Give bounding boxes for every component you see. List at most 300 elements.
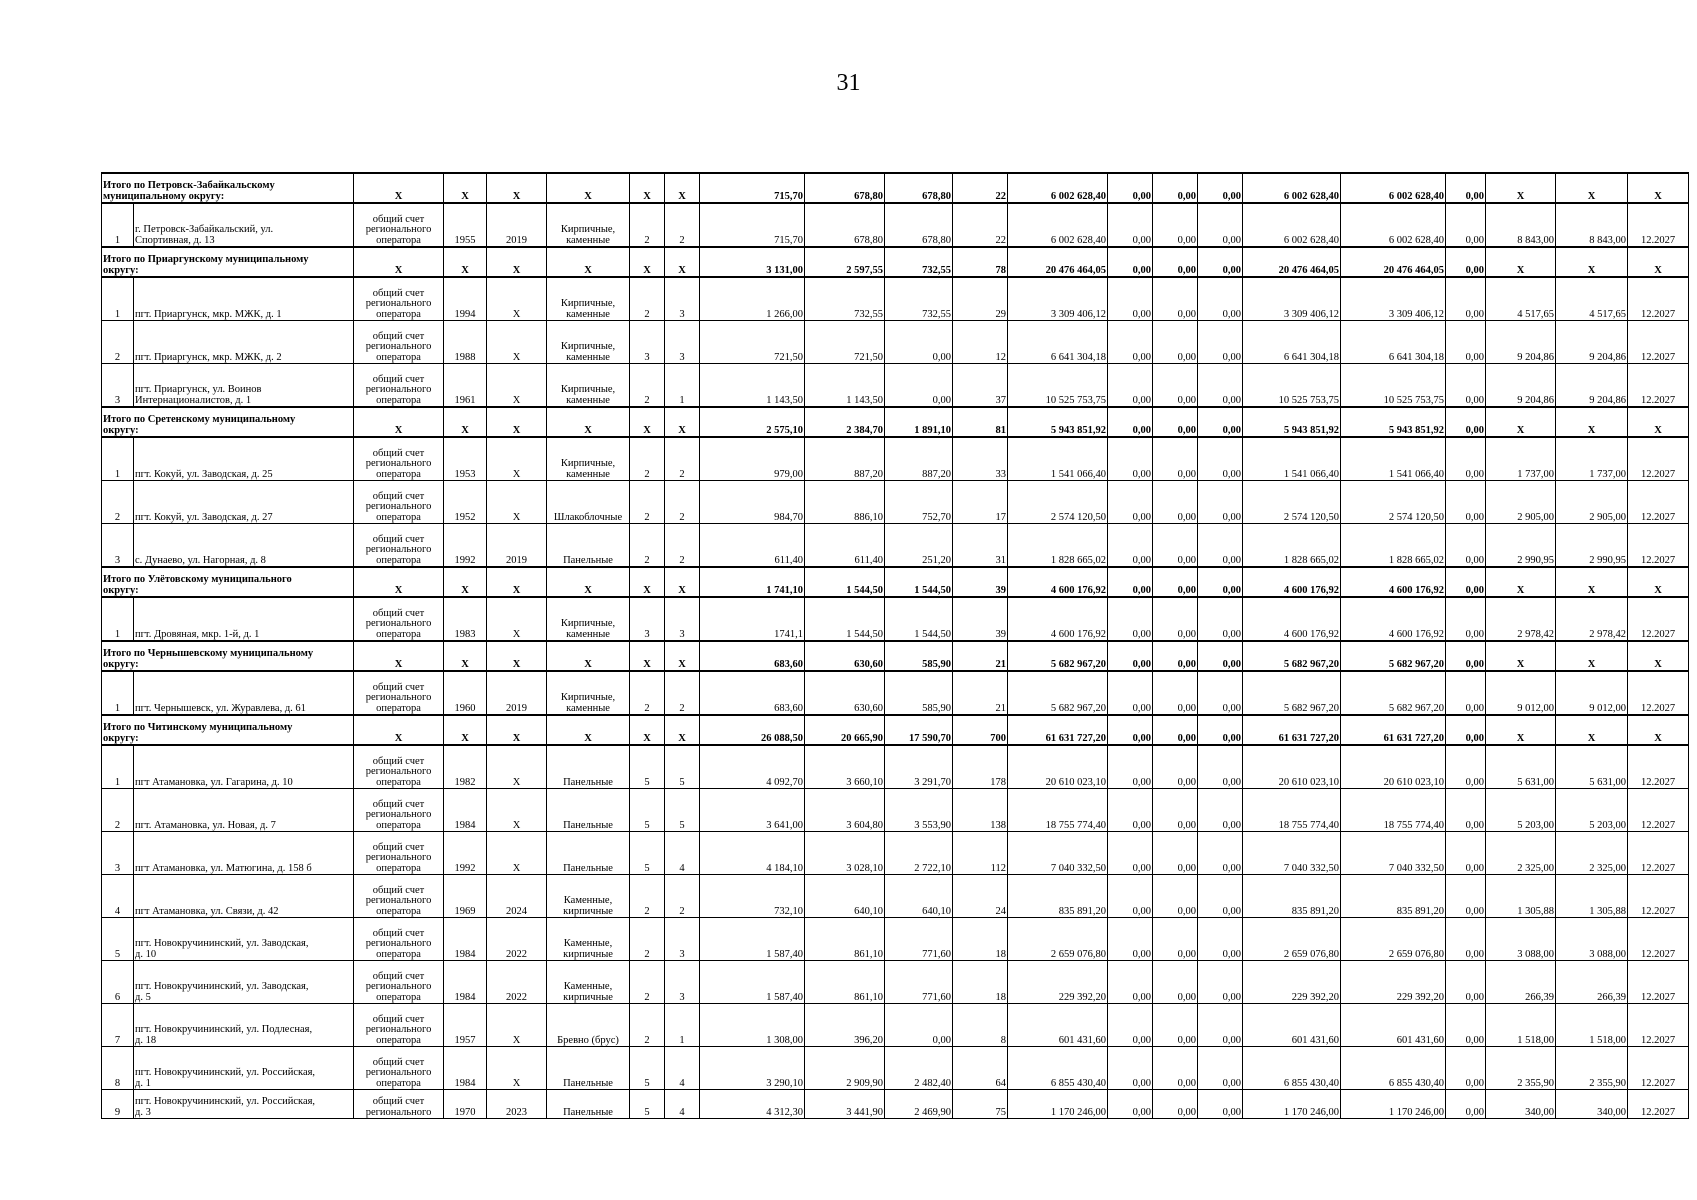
year-repair: 2019 bbox=[487, 524, 547, 568]
year-built: 1992 bbox=[444, 832, 487, 875]
district-total-row bbox=[102, 407, 1689, 437]
area-owned: 3 291,70 bbox=[885, 745, 953, 789]
fund-method bbox=[354, 277, 444, 321]
residents: 18 bbox=[953, 918, 1008, 961]
total-fund-3: 0,00 bbox=[1198, 715, 1243, 745]
fund-method bbox=[354, 671, 444, 715]
owners-funds: 20 610 023,10 bbox=[1243, 745, 1341, 789]
owners-regional: 6 641 304,18 bbox=[1341, 321, 1446, 364]
area-owned: 732,55 bbox=[885, 277, 953, 321]
area-total: 3 641,00 bbox=[700, 789, 805, 832]
unit-cost: 4 517,65 bbox=[1486, 277, 1556, 321]
material-line: Кирпичные, bbox=[560, 384, 616, 395]
placeholder-cell: X bbox=[665, 567, 700, 597]
owners-special: 0,00 bbox=[1446, 789, 1486, 832]
fund-1: 0,00 bbox=[1108, 481, 1153, 524]
area-total: 1 266,00 bbox=[700, 277, 805, 321]
total-fund-3: 0,00 bbox=[1198, 407, 1243, 437]
total-label-line: Итого по Чернышевскому муниципальному bbox=[103, 648, 314, 659]
area-total: 1 587,40 bbox=[700, 961, 805, 1004]
material-line: каменные bbox=[566, 351, 610, 363]
unit-cost: 2 325,00 bbox=[1486, 832, 1556, 875]
deadline: 12.2027 bbox=[1628, 745, 1689, 789]
fund-method bbox=[354, 832, 444, 875]
fund-2: 0,00 bbox=[1153, 789, 1198, 832]
floors: 5 bbox=[630, 1090, 665, 1119]
fund-2: 0,00 bbox=[1153, 1047, 1198, 1090]
total-area-owned: 17 590,70 bbox=[885, 715, 953, 745]
fund-method-line: оператора bbox=[376, 394, 421, 406]
fund-method-line: оператора bbox=[376, 554, 421, 566]
total-owners-special: 0,00 bbox=[1446, 641, 1486, 671]
owners-funds: 10 525 753,75 bbox=[1243, 364, 1341, 408]
row-number: 3 bbox=[102, 832, 134, 875]
total-owners-funds: 61 631 727,20 bbox=[1243, 715, 1341, 745]
building-row bbox=[102, 918, 1689, 961]
area-total: 715,70 bbox=[700, 203, 805, 247]
building-row bbox=[102, 671, 1689, 715]
area-total: 611,40 bbox=[700, 524, 805, 568]
floors: 2 bbox=[630, 961, 665, 1004]
cost-total: 2 574 120,50 bbox=[1008, 481, 1108, 524]
total-cost-total: 61 631 727,20 bbox=[1008, 715, 1108, 745]
fund-method-line: регионального bbox=[365, 766, 432, 777]
floors: 2 bbox=[630, 364, 665, 408]
owners-regional: 6 855 430,40 bbox=[1341, 1047, 1446, 1090]
fund-method-line: общий счет bbox=[372, 607, 425, 619]
total-fund-1: 0,00 bbox=[1108, 173, 1153, 203]
building-address bbox=[134, 597, 354, 641]
fund-method-line: оператора bbox=[376, 905, 421, 917]
fund-method-line: общий счет bbox=[372, 798, 425, 810]
total-label-line: Итого по Сретенскому муниципальному bbox=[103, 414, 296, 425]
row-number: 1 bbox=[102, 597, 134, 641]
fund-1: 0,00 bbox=[1108, 918, 1153, 961]
total-owners-regional: 6 002 628,40 bbox=[1341, 173, 1446, 203]
area-living: 1 143,50 bbox=[805, 364, 885, 408]
floors: 2 bbox=[630, 875, 665, 918]
cost-total: 20 610 023,10 bbox=[1008, 745, 1108, 789]
fund-2: 0,00 bbox=[1153, 918, 1198, 961]
total-fund-3: 0,00 bbox=[1198, 641, 1243, 671]
area-owned: 2 469,90 bbox=[885, 1090, 953, 1119]
cost-total: 6 002 628,40 bbox=[1008, 203, 1108, 247]
fund-method bbox=[354, 918, 444, 961]
fund-2: 0,00 bbox=[1153, 1090, 1198, 1119]
owners-special: 0,00 bbox=[1446, 745, 1486, 789]
row-number: 2 bbox=[102, 481, 134, 524]
district-total-label bbox=[102, 567, 354, 597]
placeholder-cell: X bbox=[1628, 247, 1689, 277]
placeholder-cell: X bbox=[547, 407, 630, 437]
fund-3: 0,00 bbox=[1198, 875, 1243, 918]
fund-method-line: оператора bbox=[376, 351, 421, 363]
floors: 5 bbox=[630, 745, 665, 789]
building-row bbox=[102, 745, 1689, 789]
total-area-living: 2 597,55 bbox=[805, 247, 885, 277]
total-label-line: округу: bbox=[103, 584, 139, 596]
entrances: 4 bbox=[665, 1090, 700, 1119]
placeholder-cell: X bbox=[1628, 407, 1689, 437]
area-owned: 887,20 bbox=[885, 437, 953, 481]
address-line: Спортивная, д. 13 bbox=[135, 234, 215, 246]
row-number: 8 bbox=[102, 1047, 134, 1090]
wall-material bbox=[547, 1090, 630, 1119]
total-area-owned: 585,90 bbox=[885, 641, 953, 671]
floors: 2 bbox=[630, 277, 665, 321]
owners-special: 0,00 bbox=[1446, 437, 1486, 481]
area-total: 979,00 bbox=[700, 437, 805, 481]
fund-3: 0,00 bbox=[1198, 364, 1243, 408]
total-fund-1: 0,00 bbox=[1108, 641, 1153, 671]
fund-3: 0,00 bbox=[1198, 745, 1243, 789]
residents: 17 bbox=[953, 481, 1008, 524]
fund-method-line: регионального bbox=[365, 1106, 432, 1118]
building-address bbox=[134, 961, 354, 1004]
placeholder-cell: X bbox=[1628, 173, 1689, 203]
total-owners-special: 0,00 bbox=[1446, 407, 1486, 437]
total-cost-total: 5 943 851,92 bbox=[1008, 407, 1108, 437]
building-address bbox=[134, 832, 354, 875]
material-line: Панельные bbox=[563, 862, 613, 874]
placeholder-cell: X bbox=[354, 641, 444, 671]
address-line: пгт. Приаргунск, ул. Воинов bbox=[135, 384, 262, 395]
material-line: Кирпичные, bbox=[560, 298, 616, 309]
year-repair: X bbox=[487, 481, 547, 524]
building-address bbox=[134, 1004, 354, 1047]
district-total-label bbox=[102, 641, 354, 671]
area-living: 630,60 bbox=[805, 671, 885, 715]
fund-method-line: оператора bbox=[376, 948, 421, 960]
owners-funds: 4 600 176,92 bbox=[1243, 597, 1341, 641]
year-built: 1969 bbox=[444, 875, 487, 918]
row-number: 3 bbox=[102, 524, 134, 568]
year-built: 1960 bbox=[444, 671, 487, 715]
placeholder-cell: X bbox=[444, 641, 487, 671]
wall-material bbox=[547, 789, 630, 832]
residents: 24 bbox=[953, 875, 1008, 918]
fund-method bbox=[354, 364, 444, 408]
unit-cost: 9 012,00 bbox=[1486, 671, 1556, 715]
area-owned: 640,10 bbox=[885, 875, 953, 918]
year-built: 1992 bbox=[444, 524, 487, 568]
area-owned: 3 553,90 bbox=[885, 789, 953, 832]
entrances: 3 bbox=[665, 321, 700, 364]
year-repair: X bbox=[487, 832, 547, 875]
deadline: 12.2027 bbox=[1628, 1004, 1689, 1047]
row-number: 7 bbox=[102, 1004, 134, 1047]
building-address bbox=[134, 364, 354, 408]
total-area-living: 630,60 bbox=[805, 641, 885, 671]
placeholder-cell: X bbox=[444, 567, 487, 597]
fund-3: 0,00 bbox=[1198, 832, 1243, 875]
deadline: 12.2027 bbox=[1628, 1090, 1689, 1119]
row-number: 6 bbox=[102, 961, 134, 1004]
row-number: 9 bbox=[102, 1090, 134, 1119]
placeholder-cell: X bbox=[1556, 715, 1628, 745]
fund-method-line: оператора bbox=[376, 991, 421, 1003]
owners-regional: 2 659 076,80 bbox=[1341, 918, 1446, 961]
placeholder-cell: X bbox=[1486, 567, 1556, 597]
year-repair: X bbox=[487, 789, 547, 832]
material-line: кирпичные bbox=[563, 948, 613, 960]
fund-method-line: общий счет bbox=[372, 1056, 425, 1068]
entrances: 3 bbox=[665, 277, 700, 321]
year-built: 1970 bbox=[444, 1090, 487, 1119]
year-repair: X bbox=[487, 597, 547, 641]
address-line: пгт. Кокуй, ул. Заводская, д. 27 bbox=[135, 511, 273, 523]
cost-total: 4 600 176,92 bbox=[1008, 597, 1108, 641]
building-row bbox=[102, 875, 1689, 918]
fund-3: 0,00 bbox=[1198, 481, 1243, 524]
material-line: каменные bbox=[566, 468, 610, 480]
address-line: пгт. Новокручининский, ул. Российская, bbox=[135, 1067, 316, 1078]
owners-special: 0,00 bbox=[1446, 277, 1486, 321]
fund-method bbox=[354, 597, 444, 641]
year-built: 1984 bbox=[444, 789, 487, 832]
total-residents: 39 bbox=[953, 567, 1008, 597]
owners-special: 0,00 bbox=[1446, 832, 1486, 875]
total-fund-2: 0,00 bbox=[1153, 567, 1198, 597]
fund-1: 0,00 bbox=[1108, 1004, 1153, 1047]
cost-total: 835 891,20 bbox=[1008, 875, 1108, 918]
entrances: 4 bbox=[665, 832, 700, 875]
total-residents: 81 bbox=[953, 407, 1008, 437]
material-line: Панельные bbox=[563, 554, 613, 566]
row-number: 3 bbox=[102, 364, 134, 408]
cost-total: 601 431,60 bbox=[1008, 1004, 1108, 1047]
year-repair: X bbox=[487, 437, 547, 481]
fund-1: 0,00 bbox=[1108, 961, 1153, 1004]
total-residents: 21 bbox=[953, 641, 1008, 671]
total-area-owned: 1 891,10 bbox=[885, 407, 953, 437]
address-line: пгт. Новокручининский, ул. Подлесная, bbox=[135, 1024, 313, 1035]
year-built: 1994 bbox=[444, 277, 487, 321]
address-line: г. Петровск-Забайкальский, ул. bbox=[135, 224, 274, 235]
area-living: 3 604,80 bbox=[805, 789, 885, 832]
district-total-row bbox=[102, 567, 1689, 597]
residents: 138 bbox=[953, 789, 1008, 832]
fund-method-line: регионального bbox=[365, 1024, 432, 1035]
building-address bbox=[134, 789, 354, 832]
deadline: 12.2027 bbox=[1628, 832, 1689, 875]
material-line: каменные bbox=[566, 394, 610, 406]
building-row bbox=[102, 832, 1689, 875]
fund-1: 0,00 bbox=[1108, 832, 1153, 875]
area-owned: 1 544,50 bbox=[885, 597, 953, 641]
placeholder-cell: X bbox=[487, 407, 547, 437]
total-owners-regional: 4 600 176,92 bbox=[1341, 567, 1446, 597]
area-owned: 771,60 bbox=[885, 961, 953, 1004]
total-cost-total: 4 600 176,92 bbox=[1008, 567, 1108, 597]
total-fund-2: 0,00 bbox=[1153, 407, 1198, 437]
total-owners-regional: 5 682 967,20 bbox=[1341, 641, 1446, 671]
total-area-total: 2 575,10 bbox=[700, 407, 805, 437]
floors: 5 bbox=[630, 1047, 665, 1090]
building-row bbox=[102, 524, 1689, 568]
district-total-row bbox=[102, 247, 1689, 277]
address-line: д. 1 bbox=[135, 1077, 151, 1089]
owners-special: 0,00 bbox=[1446, 961, 1486, 1004]
fund-method-line: оператора bbox=[376, 628, 421, 640]
total-owners-regional: 5 943 851,92 bbox=[1341, 407, 1446, 437]
max-cost: 266,39 bbox=[1556, 961, 1628, 1004]
fund-method bbox=[354, 321, 444, 364]
area-living: 3 660,10 bbox=[805, 745, 885, 789]
placeholder-cell: X bbox=[547, 173, 630, 203]
cost-total: 6 641 304,18 bbox=[1008, 321, 1108, 364]
placeholder-cell: X bbox=[1486, 641, 1556, 671]
fund-3: 0,00 bbox=[1198, 597, 1243, 641]
residents: 112 bbox=[953, 832, 1008, 875]
fund-method-line: оператора bbox=[376, 1077, 421, 1089]
entrances: 2 bbox=[665, 203, 700, 247]
unit-cost: 3 088,00 bbox=[1486, 918, 1556, 961]
total-owners-special: 0,00 bbox=[1446, 567, 1486, 597]
unit-cost: 1 737,00 bbox=[1486, 437, 1556, 481]
residents: 39 bbox=[953, 597, 1008, 641]
fund-method-line: регионального bbox=[365, 692, 432, 703]
owners-funds: 1 828 665,02 bbox=[1243, 524, 1341, 568]
material-line: Кирпичные, bbox=[560, 224, 616, 235]
total-fund-1: 0,00 bbox=[1108, 247, 1153, 277]
cost-total: 10 525 753,75 bbox=[1008, 364, 1108, 408]
owners-funds: 1 541 066,40 bbox=[1243, 437, 1341, 481]
fund-2: 0,00 bbox=[1153, 671, 1198, 715]
deadline: 12.2027 bbox=[1628, 1047, 1689, 1090]
year-built: 1953 bbox=[444, 437, 487, 481]
address-line: пгт. Приаргунск, мкр. МЖК, д. 1 bbox=[135, 308, 282, 320]
fund-method bbox=[354, 961, 444, 1004]
area-living: 732,55 bbox=[805, 277, 885, 321]
owners-special: 0,00 bbox=[1446, 1004, 1486, 1047]
deadline: 12.2027 bbox=[1628, 277, 1689, 321]
fund-3: 0,00 bbox=[1198, 437, 1243, 481]
entrances: 3 bbox=[665, 597, 700, 641]
material-line: Панельные bbox=[563, 1106, 613, 1118]
material-line: Кирпичные, bbox=[560, 618, 616, 629]
building-address bbox=[134, 437, 354, 481]
fund-method-line: регионального bbox=[365, 938, 432, 949]
unit-cost: 8 843,00 bbox=[1486, 203, 1556, 247]
placeholder-cell: X bbox=[630, 173, 665, 203]
fund-1: 0,00 bbox=[1108, 1047, 1153, 1090]
owners-funds: 1 170 246,00 bbox=[1243, 1090, 1341, 1119]
address-line: пгт. Новокручининский, ул. Российская, bbox=[135, 1096, 316, 1107]
area-owned: 2 722,10 bbox=[885, 832, 953, 875]
total-fund-1: 0,00 bbox=[1108, 407, 1153, 437]
total-cost-total: 5 682 967,20 bbox=[1008, 641, 1108, 671]
fund-2: 0,00 bbox=[1153, 961, 1198, 1004]
area-living: 1 544,50 bbox=[805, 597, 885, 641]
row-number: 5 bbox=[102, 918, 134, 961]
deadline: 12.2027 bbox=[1628, 203, 1689, 247]
total-fund-2: 0,00 bbox=[1153, 173, 1198, 203]
total-area-total: 1 741,10 bbox=[700, 567, 805, 597]
max-cost: 2 325,00 bbox=[1556, 832, 1628, 875]
entrances: 4 bbox=[665, 1047, 700, 1090]
year-built: 1955 bbox=[444, 203, 487, 247]
fund-method bbox=[354, 1090, 444, 1119]
material-line: Каменные, bbox=[563, 981, 613, 992]
area-owned: 585,90 bbox=[885, 671, 953, 715]
entrances: 5 bbox=[665, 789, 700, 832]
owners-special: 0,00 bbox=[1446, 597, 1486, 641]
placeholder-cell: X bbox=[630, 641, 665, 671]
district-total-row bbox=[102, 715, 1689, 745]
fund-3: 0,00 bbox=[1198, 789, 1243, 832]
deadline: 12.2027 bbox=[1628, 789, 1689, 832]
placeholder-cell: X bbox=[630, 407, 665, 437]
fund-1: 0,00 bbox=[1108, 745, 1153, 789]
wall-material bbox=[547, 321, 630, 364]
fund-2: 0,00 bbox=[1153, 364, 1198, 408]
cost-total: 5 682 967,20 bbox=[1008, 671, 1108, 715]
placeholder-cell: X bbox=[1628, 567, 1689, 597]
year-repair: X bbox=[487, 745, 547, 789]
material-line: каменные bbox=[566, 702, 610, 714]
fund-method-line: регионального bbox=[365, 458, 432, 469]
cost-total: 18 755 774,40 bbox=[1008, 789, 1108, 832]
area-living: 886,10 bbox=[805, 481, 885, 524]
area-owned: 771,60 bbox=[885, 918, 953, 961]
fund-method-line: регионального bbox=[365, 809, 432, 820]
floors: 2 bbox=[630, 437, 665, 481]
fund-method bbox=[354, 1047, 444, 1090]
residents: 8 bbox=[953, 1004, 1008, 1047]
register-body bbox=[102, 173, 1689, 1119]
fund-method-line: общий счет bbox=[372, 287, 425, 299]
fund-method-line: оператора bbox=[376, 702, 421, 714]
total-owners-regional: 20 476 464,05 bbox=[1341, 247, 1446, 277]
area-living: 861,10 bbox=[805, 961, 885, 1004]
building-row bbox=[102, 789, 1689, 832]
total-area-living: 20 665,90 bbox=[805, 715, 885, 745]
floors: 2 bbox=[630, 481, 665, 524]
residents: 22 bbox=[953, 203, 1008, 247]
fund-3: 0,00 bbox=[1198, 961, 1243, 1004]
owners-regional: 2 574 120,50 bbox=[1341, 481, 1446, 524]
year-repair: 2024 bbox=[487, 875, 547, 918]
year-repair: X bbox=[487, 1004, 547, 1047]
owners-regional: 1 541 066,40 bbox=[1341, 437, 1446, 481]
total-owners-funds: 5 682 967,20 bbox=[1243, 641, 1341, 671]
fund-method-line: оператора bbox=[376, 234, 421, 246]
max-cost: 2 978,42 bbox=[1556, 597, 1628, 641]
year-built: 1961 bbox=[444, 364, 487, 408]
deadline: 12.2027 bbox=[1628, 961, 1689, 1004]
placeholder-cell: X bbox=[1628, 641, 1689, 671]
district-total-label bbox=[102, 247, 354, 277]
owners-regional: 5 682 967,20 bbox=[1341, 671, 1446, 715]
entrances: 2 bbox=[665, 437, 700, 481]
address-line: д. 5 bbox=[135, 991, 151, 1003]
total-fund-3: 0,00 bbox=[1198, 567, 1243, 597]
fund-1: 0,00 bbox=[1108, 524, 1153, 568]
fund-2: 0,00 bbox=[1153, 832, 1198, 875]
unit-cost: 9 204,86 bbox=[1486, 364, 1556, 408]
material-line: Кирпичные, bbox=[560, 458, 616, 469]
placeholder-cell: X bbox=[487, 641, 547, 671]
year-built: 1952 bbox=[444, 481, 487, 524]
area-owned: 678,80 bbox=[885, 203, 953, 247]
total-fund-3: 0,00 bbox=[1198, 173, 1243, 203]
fund-3: 0,00 bbox=[1198, 277, 1243, 321]
fund-method-line: общий счет bbox=[372, 1096, 425, 1107]
fund-1: 0,00 bbox=[1108, 875, 1153, 918]
wall-material bbox=[547, 524, 630, 568]
address-line: с. Дунаево, ул. Нагорная, д. 8 bbox=[135, 554, 266, 566]
